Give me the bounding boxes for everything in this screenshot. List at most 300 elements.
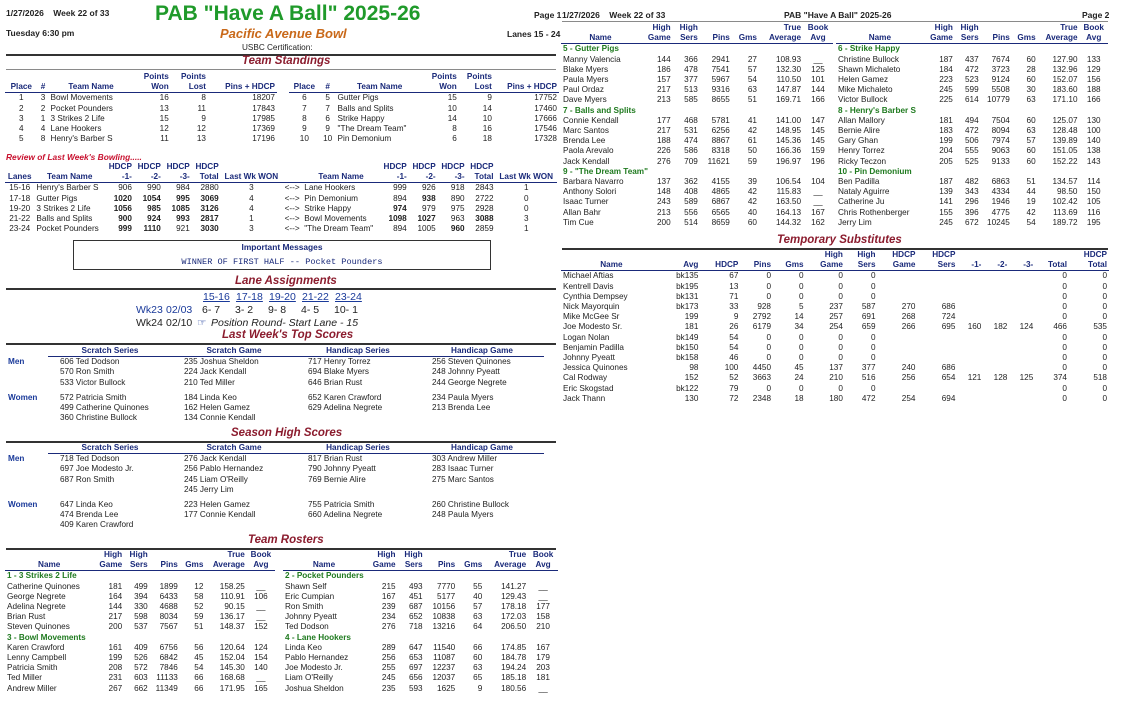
- table-cell: 102.42: [1052, 197, 1078, 207]
- roster-row: [283, 673, 558, 683]
- subs-row: [561, 292, 1109, 302]
- score-entry: 283 Isaac Turner: [432, 464, 494, 474]
- table-cell: bk195: [676, 281, 699, 291]
- table-cell: 165: [254, 683, 268, 693]
- roster-row: [561, 95, 833, 105]
- table-cell: __: [538, 683, 548, 693]
- table-cell: 1: [523, 224, 529, 234]
- table-cell: 3 Strikes 2 Life: [50, 113, 105, 123]
- table-cell: 141.00: [775, 115, 802, 125]
- table-cell: 60: [1026, 115, 1036, 125]
- table-cell: [983, 292, 1009, 302]
- table-cell: 0: [838, 383, 843, 393]
- table-cell: 695: [941, 322, 956, 332]
- table-cell: 56: [194, 642, 204, 652]
- review-row: [5, 194, 557, 204]
- column-header: High Sers: [845, 250, 878, 271]
- table-cell: bk122: [676, 383, 699, 393]
- score-entry: [48, 485, 172, 495]
- table-cell: <-->: [284, 193, 300, 203]
- table-cell: 8659: [711, 217, 730, 227]
- table-cell: Johnny Pyeatt: [563, 353, 615, 363]
- roster-row: [561, 187, 833, 197]
- table-cell: 60: [747, 217, 757, 227]
- score-entry: [420, 485, 544, 495]
- lane-pairing: 9- 8: [268, 304, 287, 316]
- table-cell: Helen Gamez: [838, 75, 889, 85]
- blank-header: [6, 346, 48, 357]
- roster-header: [561, 23, 833, 44]
- roster-row: [561, 85, 833, 95]
- table-cell: Dave Myers: [563, 95, 607, 105]
- table-cell: 8: [201, 93, 206, 103]
- table-cell: 101: [811, 75, 825, 85]
- table-cell: 14: [482, 103, 492, 113]
- table-cell: 12: [159, 124, 169, 134]
- table-cell: 516: [861, 373, 876, 383]
- table-cell: 17196: [252, 134, 275, 144]
- score-entry: 244 George Negrete: [432, 377, 507, 387]
- score-entry: 606 Ted Dodson: [60, 357, 120, 367]
- standings-row: [289, 134, 559, 144]
- table-cell: Barbara Navarro: [563, 177, 624, 187]
- column-header: Place: [5, 72, 38, 93]
- lane-pair-header: 19-20: [269, 291, 296, 303]
- table-cell: 0: [523, 193, 529, 203]
- column-header: HDCP -2-: [409, 162, 438, 183]
- score-header: [6, 443, 544, 454]
- score-row: [6, 413, 544, 423]
- table-cell: 71: [729, 291, 739, 301]
- table-cell: 67: [729, 271, 739, 281]
- table-cell: 2348: [752, 393, 771, 403]
- table-cell: 45: [794, 363, 804, 373]
- standings-table-right: [289, 72, 559, 144]
- table-cell: 8094: [991, 126, 1010, 136]
- table-cell: 28: [1026, 64, 1036, 74]
- table-cell: 0: [870, 383, 876, 393]
- column-header: Points Lost: [459, 72, 494, 93]
- table-cell: 200: [657, 217, 671, 227]
- table-cell: Mike Michaleto: [838, 85, 893, 95]
- table-cell: 975: [450, 203, 465, 213]
- table-cell: <-->: [284, 214, 300, 224]
- table-cell: Allan Mallory: [838, 115, 885, 125]
- page-1: [0, 0, 562, 714]
- table-cell: 17328: [534, 134, 557, 144]
- table-cell: 267: [108, 683, 123, 693]
- table-cell: 46: [729, 353, 739, 363]
- score-entry: 234 Paula Myers: [432, 392, 494, 402]
- table-cell: Lane Hookers: [50, 124, 102, 134]
- table-cell: 181: [939, 115, 953, 125]
- season-high-title: Season High Scores: [231, 427, 343, 439]
- score-header: [6, 346, 544, 357]
- table-cell: 187: [939, 177, 953, 187]
- table-cell: 1027: [417, 214, 436, 224]
- column-header: Name: [5, 550, 93, 571]
- table-cell: Jerry Lim: [838, 217, 872, 227]
- header-date: 1/27/2026 Week 22 of 33: [6, 8, 110, 18]
- table-cell: 472: [965, 64, 979, 74]
- table-cell: 394: [134, 591, 148, 601]
- roster-team-row: [561, 167, 833, 177]
- roster-row: [5, 653, 275, 663]
- table-cell: 158: [536, 612, 550, 622]
- table-cell: 66: [473, 642, 483, 652]
- table-cell: 5781: [711, 115, 730, 125]
- table-cell: 0: [1102, 312, 1107, 322]
- table-cell: 26: [729, 322, 739, 332]
- lane-pair-header: 15-16: [203, 291, 230, 303]
- table-cell: 106: [254, 591, 268, 601]
- table-cell: 145: [811, 136, 825, 146]
- table-cell: 9: [201, 113, 206, 123]
- table-cell: 66: [194, 683, 204, 693]
- table-cell: 166.36: [775, 146, 802, 156]
- table-cell: 42: [747, 187, 757, 197]
- spacer: [6, 475, 48, 485]
- table-cell: 268: [901, 312, 916, 322]
- score-entry: 256 Steven Quinones: [432, 357, 511, 367]
- column-header: Team Name: [302, 162, 380, 183]
- roster-team-name: 1 - 3 Strikes 2 Life: [7, 571, 77, 581]
- review-table: [5, 162, 557, 234]
- table-cell: 3: [249, 183, 254, 193]
- table-cell: bk131: [676, 291, 699, 301]
- score-entry: [420, 413, 544, 423]
- important-messages-title: Important Messages: [241, 242, 323, 252]
- column-header: High Game: [640, 23, 673, 44]
- score-entry: 652 Karen Crawford: [308, 392, 382, 402]
- table-cell: 7504: [991, 115, 1010, 125]
- table-cell: 466: [1053, 322, 1067, 332]
- table-cell: 54: [747, 75, 757, 85]
- table-cell: 1005: [417, 224, 436, 234]
- score-entry: 303 Andrew Miller: [432, 454, 498, 464]
- table-cell: 437: [965, 54, 979, 64]
- score-entry: 248 Paula Myers: [432, 510, 494, 520]
- table-cell: Logan Nolan: [563, 332, 610, 342]
- table-cell: 924: [147, 214, 161, 224]
- table-cell: Gutter Pigs: [36, 193, 78, 203]
- table-cell: Gary Ghan: [838, 136, 879, 146]
- roster-row: [561, 75, 833, 85]
- roster-row: [283, 653, 558, 663]
- roster-team-name: 4 - Lane Hookers: [285, 632, 351, 642]
- table-cell: 44: [1026, 187, 1036, 197]
- table-cell: 98.50: [1057, 187, 1078, 197]
- table-cell: 10245: [987, 217, 1010, 227]
- roster-table-page2-right: [836, 23, 1108, 228]
- table-cell: 276: [381, 622, 396, 632]
- table-cell: 9: [477, 683, 483, 693]
- column-header: -2-: [983, 250, 1009, 271]
- subs-header: [561, 250, 1109, 271]
- table-cell: Bowl Movements: [304, 214, 367, 224]
- score-entry: 223 Helen Gamez: [184, 500, 250, 510]
- column-header: Team Name: [34, 162, 105, 183]
- table-cell: George Negrete: [7, 591, 66, 601]
- table-cell: 54: [1026, 217, 1036, 227]
- table-cell: Michael Aftias: [563, 271, 614, 281]
- table-cell: 3: [523, 214, 529, 224]
- table-cell: 10: [299, 134, 309, 144]
- subs-row: [561, 312, 1109, 322]
- table-cell: 15: [159, 113, 169, 123]
- table-cell: 0: [1102, 302, 1107, 312]
- table-cell: 6756: [159, 642, 178, 652]
- table-cell: 64: [473, 622, 483, 632]
- roster-team-row: [561, 106, 833, 116]
- table-cell: 145.30: [219, 663, 245, 673]
- table-cell: 63: [473, 663, 483, 673]
- table-cell: [1009, 302, 1035, 312]
- table-cell: Henry Torrez: [838, 146, 885, 156]
- table-cell: Kentrell Davis: [563, 281, 614, 291]
- roster-row: [836, 126, 1108, 136]
- column-header: High Game: [806, 250, 845, 271]
- table-cell: Karen Crawford: [7, 642, 65, 652]
- table-cell: 57: [1026, 136, 1036, 146]
- subs-row: [561, 271, 1109, 282]
- table-cell: 6: [325, 113, 330, 123]
- table-cell: 120.64: [219, 642, 245, 652]
- table-cell: 59: [747, 156, 757, 166]
- score-row: [6, 403, 544, 413]
- team-rosters-title: Team Rosters: [248, 534, 324, 546]
- column-header: Gms: [180, 550, 206, 571]
- table-cell: __: [813, 187, 823, 197]
- column-header: Name: [561, 23, 640, 44]
- table-cell: [957, 333, 983, 343]
- table-cell: 13: [729, 281, 739, 291]
- table-cell: 110.50: [776, 75, 802, 85]
- score-row: [6, 500, 544, 510]
- column-header: HDCP: [700, 250, 740, 271]
- table-cell: Paula Myers: [563, 75, 609, 85]
- table-cell: 5: [19, 134, 24, 144]
- table-cell: 408: [684, 187, 698, 197]
- table-cell: 0: [799, 271, 804, 281]
- roster-team-row: [283, 633, 558, 643]
- table-cell: 906: [118, 183, 132, 193]
- table-cell: 659: [861, 322, 876, 332]
- column-header: Last Wk WON: [221, 162, 282, 183]
- table-cell: 113.69: [1053, 207, 1078, 217]
- table-cell: 199: [108, 653, 123, 663]
- table-cell: 960: [450, 224, 465, 234]
- table-cell: Allan Bahr: [563, 207, 601, 217]
- column-header: Pins: [700, 23, 732, 44]
- roster-table-left: [5, 550, 275, 694]
- table-cell: 468: [684, 115, 698, 125]
- table-cell: 10: [482, 113, 492, 123]
- table-cell: 0: [766, 291, 771, 301]
- table-cell: 918: [450, 183, 465, 193]
- table-cell: 3126: [200, 203, 219, 213]
- last-week-top-scores-table: [6, 346, 544, 423]
- table-cell: 7: [302, 103, 307, 113]
- temp-subs-table: [561, 250, 1109, 404]
- column-header: Points Won: [134, 72, 171, 93]
- table-cell: 239: [381, 602, 396, 612]
- subs-row: [561, 394, 1109, 404]
- table-cell: 0: [766, 383, 771, 393]
- score-entry: 210 Ted Miller: [184, 377, 235, 387]
- roster-row: [836, 146, 1108, 156]
- table-cell: __: [256, 612, 266, 622]
- table-cell: 0: [870, 291, 876, 301]
- table-cell: Pin Demonium: [337, 134, 392, 144]
- spacer: [6, 378, 48, 388]
- table-cell: 518: [1093, 373, 1107, 383]
- table-cell: 1899: [159, 581, 178, 591]
- table-cell: 662: [134, 683, 148, 693]
- roster-team-row: [283, 571, 558, 582]
- table-cell: [878, 282, 918, 292]
- table-cell: Cal Rodway: [563, 373, 608, 383]
- table-cell: 50: [747, 146, 757, 156]
- table-cell: Joe Modesto Sr.: [563, 322, 623, 332]
- table-cell: 0: [1062, 271, 1067, 281]
- table-cell: Shawn Michaleto: [838, 64, 901, 74]
- roster-row: [836, 116, 1108, 126]
- table-cell: [957, 363, 983, 373]
- roster-row: [561, 136, 833, 146]
- table-cell: Eric Cumpian: [285, 591, 335, 601]
- roster-row: [561, 177, 833, 187]
- column-header: HDCP -3-: [163, 162, 192, 183]
- table-cell: 12: [194, 581, 204, 591]
- table-cell: 13: [196, 134, 206, 144]
- table-cell: 0: [870, 271, 876, 281]
- standings-header: [289, 72, 559, 93]
- table-cell: 60: [1026, 146, 1036, 156]
- table-cell: Connie Kendall: [563, 115, 619, 125]
- page2-title: PAB "Have A Ball" 2025-26: [784, 10, 892, 20]
- table-cell: 167: [811, 207, 825, 217]
- men-label: Men: [8, 356, 25, 366]
- score-entry: 499 Catherine Quinones: [60, 403, 149, 413]
- column-header: Name: [283, 550, 365, 571]
- table-cell: 0: [1062, 332, 1067, 342]
- table-cell: 656: [408, 673, 423, 683]
- table-cell: 586: [684, 146, 698, 156]
- subs-row: [561, 384, 1109, 394]
- table-cell: Jack Thann: [563, 393, 606, 403]
- table-cell: 226: [657, 146, 671, 156]
- table-cell: 148: [657, 187, 671, 197]
- table-cell: 8318: [711, 146, 730, 156]
- table-cell: [957, 312, 983, 322]
- column-header: High Sers: [673, 23, 700, 44]
- column-header: Gms: [1012, 23, 1038, 44]
- table-cell: 687: [408, 602, 423, 612]
- table-cell: [1009, 312, 1035, 322]
- score-entry: 718 Ted Dodson: [60, 454, 120, 464]
- table-cell: 256: [901, 373, 916, 383]
- table-cell: Nataly Aguirre: [838, 187, 890, 197]
- season-high-scores-table: [6, 443, 544, 531]
- table-cell: 51: [747, 95, 757, 105]
- table-cell: 482: [965, 177, 979, 187]
- table-cell: 7567: [159, 622, 178, 632]
- table-cell: 589: [684, 197, 698, 207]
- roster-row: [561, 197, 833, 207]
- column-header: High Game: [93, 550, 124, 571]
- blank-header: [6, 443, 48, 454]
- center-name: Pacific Avenue Bowl: [220, 26, 347, 41]
- table-cell: __: [256, 673, 266, 683]
- table-cell: 694: [941, 393, 956, 403]
- column-header: Team Name: [336, 72, 424, 93]
- table-cell: Pin Demonium: [304, 193, 358, 203]
- table-cell: __: [813, 54, 823, 64]
- standings-table-left: [5, 72, 277, 144]
- table-cell: 513: [684, 85, 698, 95]
- table-cell: 110.91: [220, 591, 245, 601]
- column-header: Pins: [425, 550, 458, 571]
- table-cell: 709: [684, 156, 698, 166]
- table-cell: 5177: [437, 591, 456, 601]
- table-cell: 225: [939, 95, 953, 105]
- roster-team-row: [561, 44, 833, 55]
- lane-pairing: 3- 2: [235, 304, 254, 316]
- table-cell: 140: [1086, 136, 1101, 146]
- table-cell: 181: [684, 322, 699, 332]
- table-cell: 362: [684, 177, 698, 187]
- table-cell: 157: [657, 75, 671, 85]
- table-cell: 105: [1086, 197, 1101, 207]
- table-cell: 58: [194, 591, 204, 601]
- table-cell: Gutter Pigs: [337, 93, 379, 103]
- score-row: [6, 357, 544, 368]
- table-cell: 152.07: [1052, 75, 1078, 85]
- score-column-header: Scratch Series: [48, 346, 172, 357]
- roster-row: [561, 157, 833, 167]
- score-entry: [296, 520, 420, 530]
- table-cell: 598: [134, 612, 148, 622]
- table-cell: 245: [381, 673, 396, 683]
- table-cell: 614: [965, 95, 979, 105]
- page-number: Page 2: [1082, 10, 1110, 20]
- table-cell: [1009, 333, 1035, 343]
- table-cell: 16: [159, 93, 169, 103]
- score-entry: 647 Linda Keo: [60, 500, 113, 510]
- table-cell: 523: [965, 75, 979, 85]
- table-cell: 11087: [433, 653, 456, 663]
- table-cell: [957, 302, 983, 312]
- table-cell: 17369: [252, 124, 275, 134]
- table-cell: 150: [1086, 187, 1101, 197]
- table-cell: [917, 271, 957, 282]
- table-cell: 995: [176, 193, 190, 203]
- table-cell: 1: [40, 113, 46, 123]
- table-cell: 686: [941, 363, 956, 373]
- table-cell: bk158: [676, 353, 699, 363]
- table-cell: 180.56: [501, 683, 527, 693]
- table-cell: 213: [657, 95, 671, 105]
- roster-row: [5, 612, 275, 622]
- table-cell: Shawn Self: [285, 581, 327, 591]
- table-cell: 4450: [752, 363, 771, 373]
- table-cell: 9: [325, 124, 330, 134]
- table-cell: 1: [19, 93, 24, 103]
- column-header: Lanes: [5, 162, 34, 183]
- table-cell: 928: [757, 302, 771, 312]
- roster-row: [283, 592, 558, 602]
